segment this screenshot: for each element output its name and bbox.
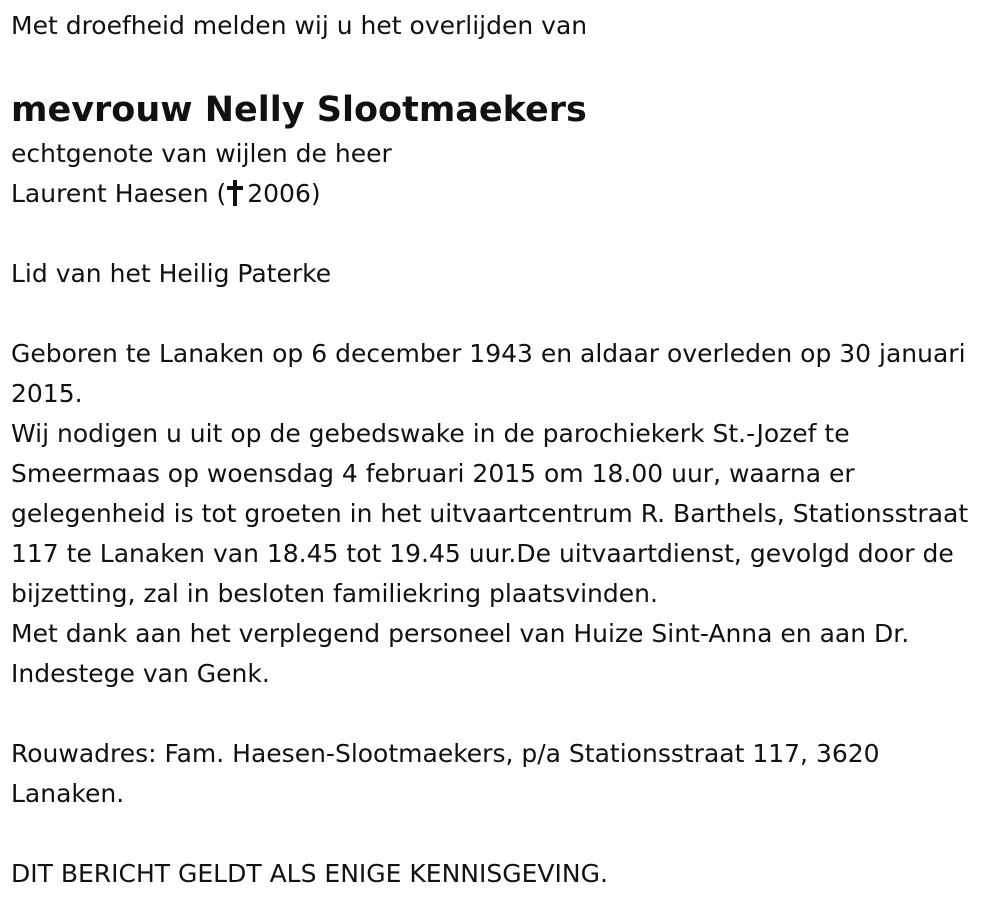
spouse-line-2	[11, 174, 986, 214]
thanks-text: Met dank aan het verplegend personeel van Huize Sint-Anna en aan Dr. Indestege van Genk.	[11, 619, 910, 688]
deceased-name: mevrouw Nelly Slootmaekers	[11, 90, 587, 130]
closing-statement: DIT BERICHT GELDT ALS ENIGE KENNISGEVING.	[11, 859, 608, 888]
funeral-invitation-text: Wij nodigen u uit op de gebedswake in de parochiekerk St.-Jozef te Smeermaas op woensdag 4 februari 2015 om 18.00 uur, waarna er gelegenheid is tot groeten in het uitvaartcentrum R. Barthels, Stationsstraat 117 te Lanaken van 18.45 tot 19.45 uur.De uitvaartdienst, gevolgd door de bijzetting, zal in besloten familiekring plaatsvinden.	[11, 419, 969, 608]
latin-cross-icon	[227, 180, 243, 206]
membership-text: Lid van het Heilig Paterke	[11, 259, 332, 288]
death-notice	[11, 6, 986, 894]
spacer	[11, 214, 986, 254]
spouse-line-1: echtgenote van wijlen de heer	[11, 139, 392, 168]
mourning-address: Rouwadres: Fam. Haesen-Slootmaekers, p/a Stationsstraat 117, 3620 Lanaken.	[11, 739, 880, 808]
spacer	[11, 694, 986, 734]
spouse-name-text: Laurent Haesen (	[11, 179, 227, 208]
spouse-death-year: 2006)	[247, 179, 321, 208]
spacer	[11, 814, 986, 854]
intro-text: Met droefheid melden wij u het overlijden van	[11, 11, 588, 40]
birth-death-text: Geboren te Lanaken op 6 december 1943 en aldaar overleden op 30 januari 2015.	[11, 339, 966, 408]
spacer	[11, 46, 986, 86]
spacer	[11, 294, 986, 334]
